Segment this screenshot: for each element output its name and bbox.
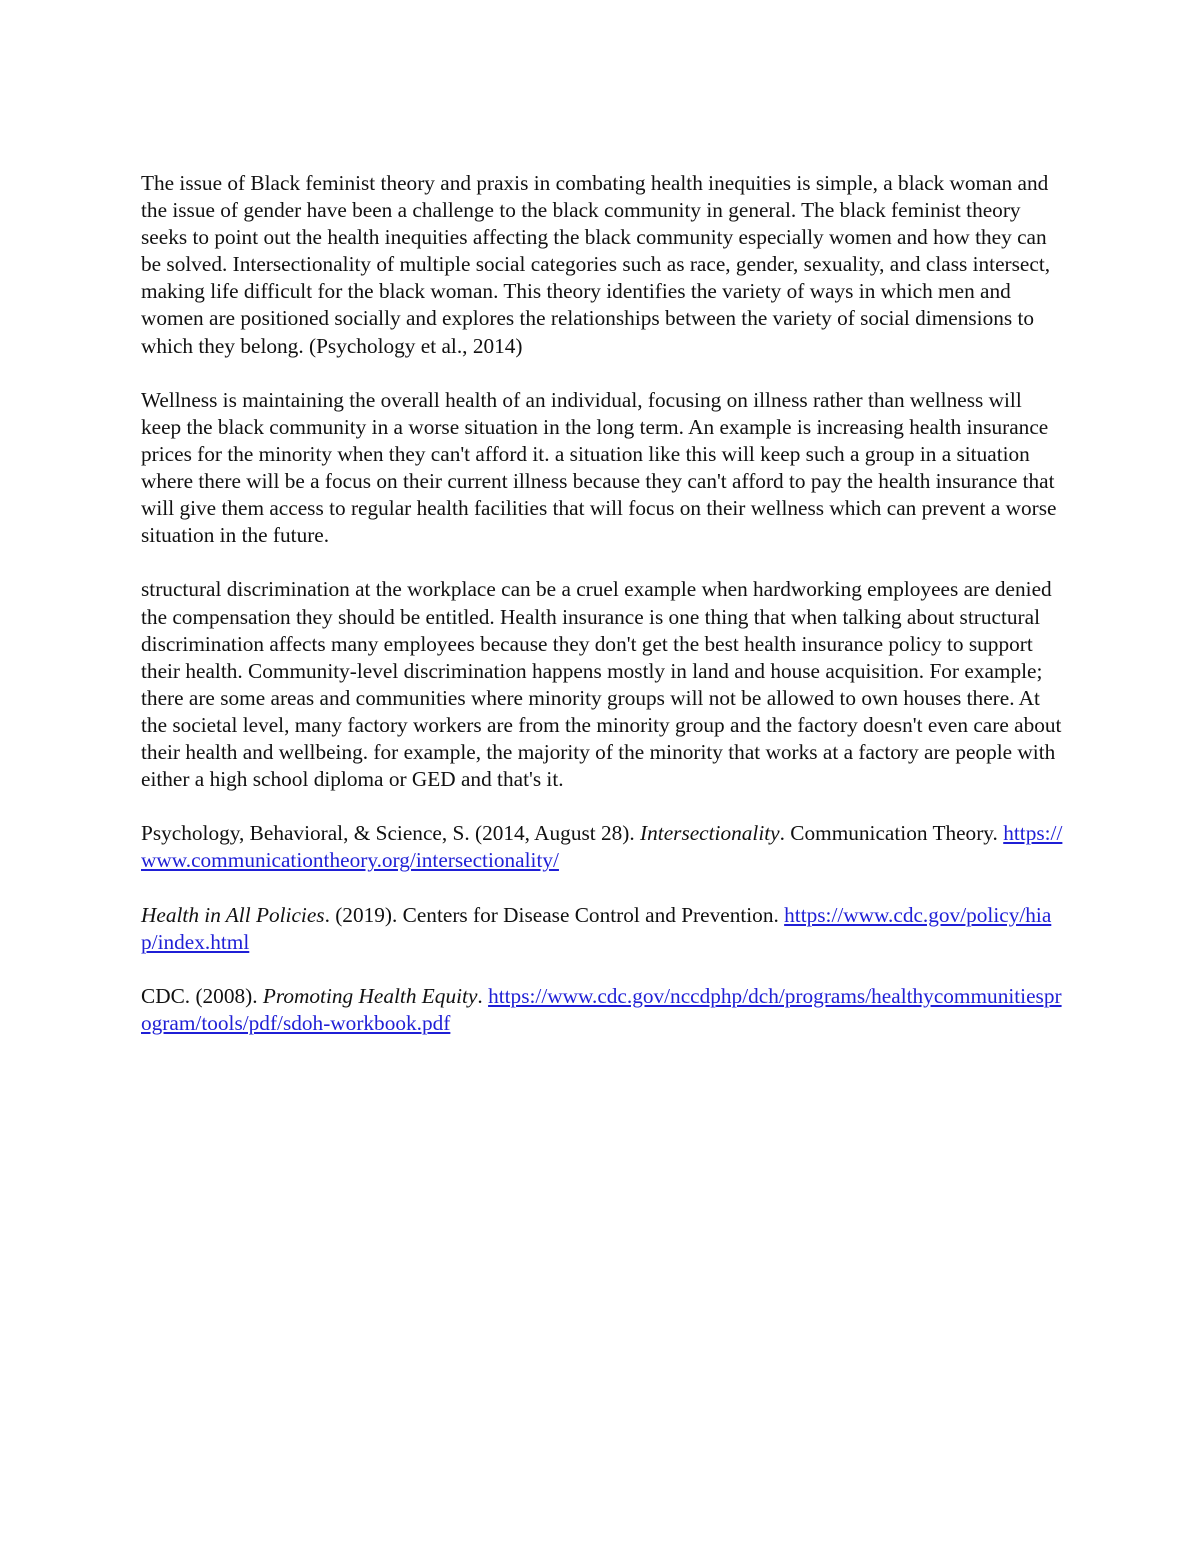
reference-link[interactable]: https://www.cdc.gov/policy/hiap/index.html <box>141 902 1052 954</box>
reference-title: Intersectionality <box>640 821 780 846</box>
paragraph-structural-discrimination: structural discrimination at the workplace can be a cruel example when hardworking employees are denied the compensation they should be entitled. Health insurance is one thing that when talking about structural discrimination affects many employees because they don't get the best health insurance policy to support their health. Community-level discrimination happens mostly in land and house acquisition. For example; there are some areas and communities where minority groups will not be allowed to own houses there. At the societal level, many factory workers are from the minority group and the factory doesn't even care about their health and wellbeing. for example, the majority of the minority that works at a factory are people with either a high school diploma or GED and that's it. <box>141 577 1062 792</box>
reference-health-in-all-policies <box>141 902 1066 956</box>
reference-text: . Communication Theory. <box>779 821 1004 846</box>
reference-intersectionality <box>141 820 1066 874</box>
reference-title: Promoting Health Equity <box>262 983 478 1008</box>
paragraph-wellness: Wellness is maintaining the overall health of an individual, focusing on illness rather than wellness will keep the black community in a worse situation in the long term. An example is increasing health insurance prices for the minority when they can't afford it. a situation like this will keep such a group in a situation where there will be a focus on their current illness because they can't afford to pay the health insurance that will give them access to regular health facilities that will focus on their wellness which can prevent a worse situation in the future. <box>141 387 1057 548</box>
reference-text: CDC. (2008). <box>141 983 263 1008</box>
reference-text: Psychology, Behavioral, & Science, S. (2014, August 28). <box>141 821 641 846</box>
reference-title: Health in All Policies <box>141 902 325 927</box>
document-body <box>141 170 1066 1064</box>
reference-text: . (2019). Centers for Disease Control and Prevention. <box>324 902 785 927</box>
reference-text: . <box>477 983 489 1008</box>
paragraph-black-feminist-theory: The issue of Black feminist theory and praxis in combating health inequities is simple, a black woman and the issue of gender have been a challenge to the black community in general. The black feminist theory seeks to point out the health inequities affecting the black community especially women and how they can be solved. Intersectionality of multiple social categories such as race, gender, sexuality, and class intersect, making life difficult for the black woman. This theory identifies the variety of ways in which men and women are positioned socially and explores the relationships between the variety of social dimensions to which they belong. (Psychology et al., 2014) <box>141 171 1051 358</box>
reference-promoting-health-equity <box>141 983 1066 1037</box>
reference-link[interactable]: https://www.communicationtheory.org/intersectionality/ <box>141 821 1063 873</box>
reference-link[interactable]: https://www.cdc.gov/nccdphp/dch/programs/healthycommunitiesprogram/tools/pdf/sdoh-workbook.pdf <box>141 983 1062 1035</box>
